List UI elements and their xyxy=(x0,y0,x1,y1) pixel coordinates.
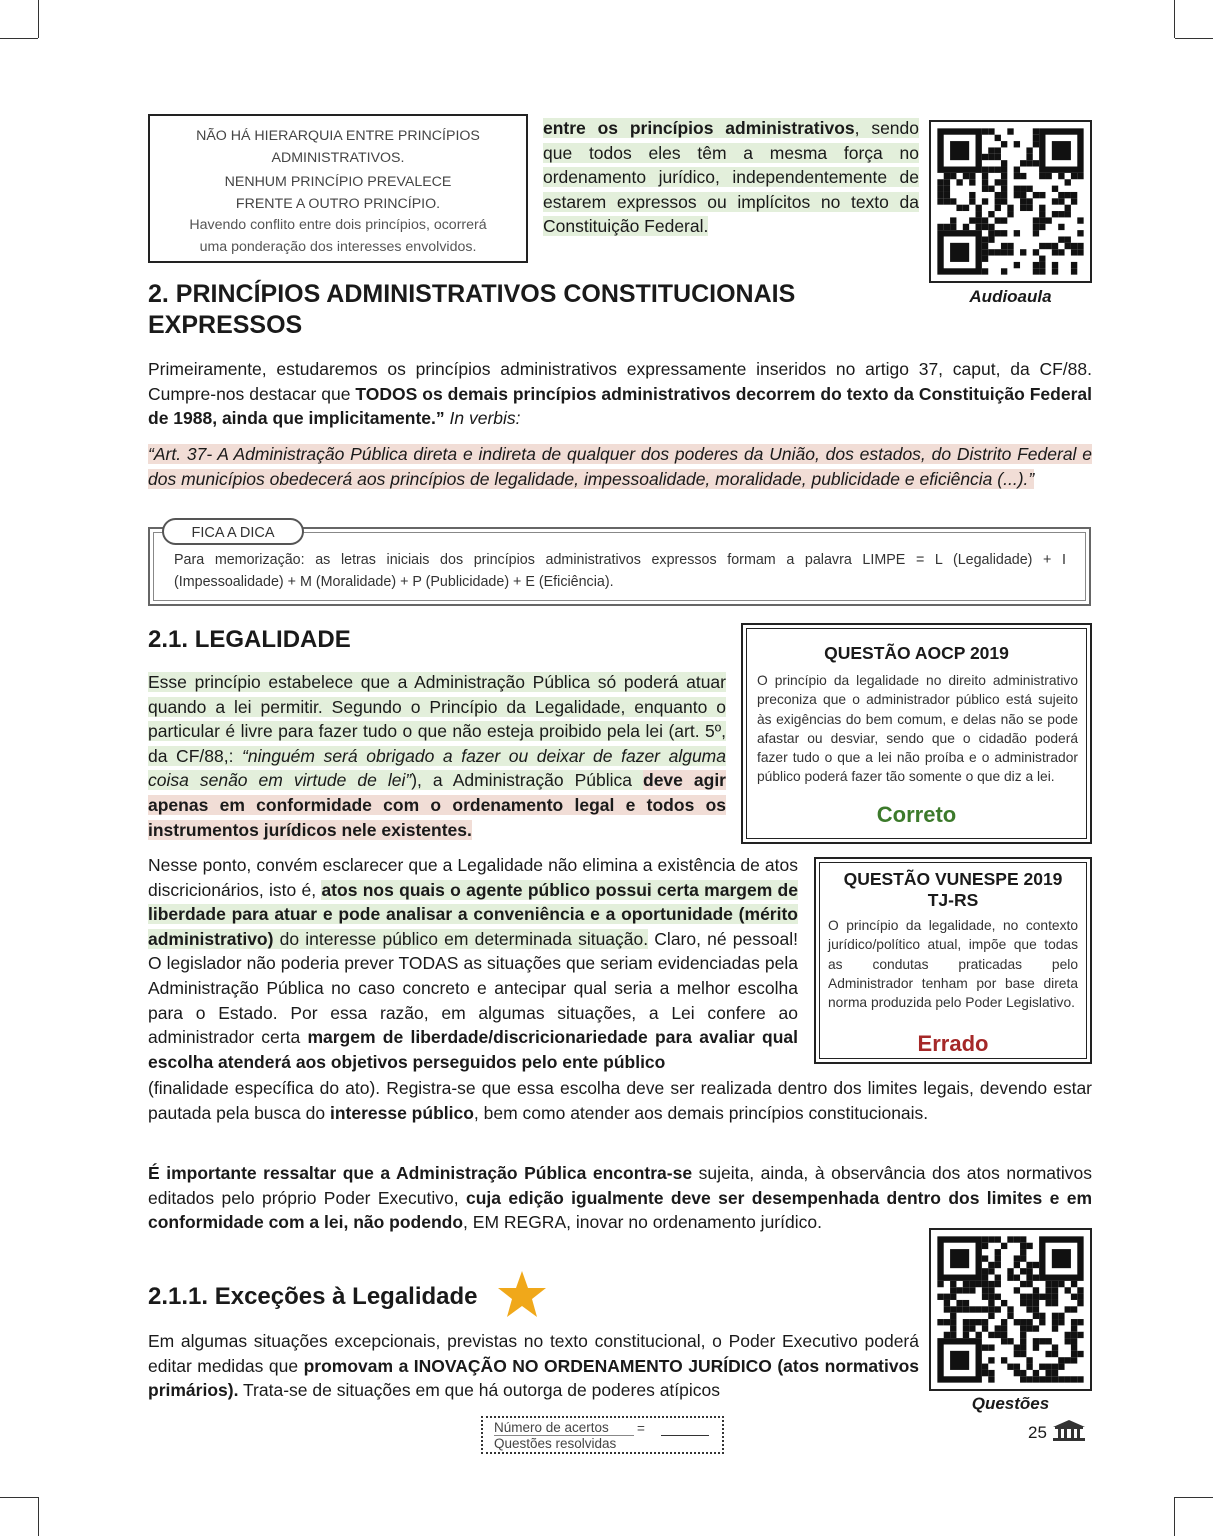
qr-questions-caption: Questões xyxy=(971,1394,1050,1413)
executive-bold-1: É importante ressaltar que a Administração Pública encontra-se xyxy=(148,1163,693,1183)
legality-bold: deve agir apenas em conformidade com o ordenamento legal e todos os instrumentos jurídicos nele existentes. xyxy=(148,770,726,840)
legality-text: Esse princípio estabelece que a Administração Pública só poderá atuar quando a lei permitir. Segundo o Princípio da Legalidade, enquanto o particular é livre para fazer tudo o que não esteja proibido pela lei (art. 5º, da CF/88,: xyxy=(148,672,726,766)
top-paragraph-text: , sendo que todos eles têm a mesma força no ordenamento jurídico, independentemente de estarem expressos ou implícitos no texto da Constituição Federal. xyxy=(543,118,919,237)
qr-code-icon xyxy=(931,122,1090,281)
page-number: 25 xyxy=(1028,1423,1047,1442)
exceptions-text-a: Em algumas situações excepcionais, previstas no texto constitucional, o Poder Executivo poderá editar medidas que xyxy=(148,1331,919,1376)
note-line-3: Havendo conflito entre dois princípios, ocorrerá uma ponderação dos interesses envolvidos. xyxy=(189,217,487,255)
intro-text: Primeiramente, estudaremos os princípios administrativos expressamente inseridos no artigo 37, caput, da CF/88. Cumpre-nos destacar que xyxy=(148,359,1092,404)
discretion-text-d: (finalidade específica do ato). Registra-se que essa escolha deve ser realizada dentro dos limites legais, devendo estar pautada pela busca do xyxy=(148,1078,1092,1123)
crop-mark xyxy=(1174,0,1175,38)
crop-mark xyxy=(1175,38,1213,39)
score-box xyxy=(481,1416,724,1454)
executive-text-a: sujeita, ainda, à observância dos atos normativos editados pelo próprio Poder Executivo, xyxy=(148,1163,1092,1208)
discretion-paragraph-cont xyxy=(148,1076,1092,1125)
art37-quote-text: “Art. 37- A Administração Pública direta e indireta de qualquer dos poderes da União, dos estados, do Distrito Federal e dos municípios obedecerá aos princípios de legalidade, impessoalidade, moralidade, publicidade e eficiência (...).” xyxy=(148,444,1092,489)
temple-icon xyxy=(1052,1419,1086,1443)
legality-quote: “ninguém será obrigado a fazer ou deixar de fazer alguma coisa senão em virtude de lei” xyxy=(148,745,726,791)
crop-mark xyxy=(1174,1497,1175,1536)
qr-code-icon xyxy=(931,1230,1090,1389)
crop-mark xyxy=(1175,1497,1213,1498)
qr-questions-frame[interactable] xyxy=(929,1228,1092,1391)
intro-paragraph xyxy=(148,357,1092,431)
exceptions-text-b: Trata-se de situações em que há outorga de poderes atípicos xyxy=(238,1380,721,1401)
discretion-text-c: Claro, né pessoal! O legislador não poderia prever TODAS as situações que seriam evidenciadas pela Administração Pública no caso concreto e antecipar qual seria a melhor escolha para o Estado. Por essa razão, em algumas situações, a Lei confere ao administrador certa xyxy=(148,928,798,1048)
crop-mark xyxy=(0,38,38,39)
top-paragraph-bold: entre os princípios administrativos xyxy=(543,118,855,138)
star-icon xyxy=(496,1270,548,1320)
discretion-text-b: do interesse público em determinada situação. xyxy=(273,928,649,949)
legality-paragraph xyxy=(148,670,726,842)
section-2-1-1-title: 2.1.1. Exceções à Legalidade xyxy=(148,1283,478,1310)
top-paragraph xyxy=(543,116,919,239)
crop-mark xyxy=(0,1497,38,1498)
crop-mark xyxy=(38,1497,39,1536)
crop-mark xyxy=(38,0,39,38)
executive-acts-paragraph xyxy=(148,1161,1092,1235)
discretion-text-e: , bem como atender aos demais princípios constitucionais. xyxy=(473,1102,929,1123)
discretion-text-a: Nesse ponto, convém esclarecer que a Legalidade não elimina a existência de atos discricionários, isto é, xyxy=(148,855,798,900)
discretion-bold-3: interesse público xyxy=(329,1102,474,1123)
tip-label: FICA A DICA xyxy=(162,518,304,545)
answer-label-wrong: Errado xyxy=(917,1031,989,1056)
question-title: QUESTÃO AOCP 2019 xyxy=(824,643,1009,663)
art37-quote xyxy=(148,442,1092,491)
score-solved-label: Questões resolvidas xyxy=(494,1436,617,1451)
executive-bold-2: cuja edição igualmente deve ser desempenhada dentro dos limites e em conformidade com a lei, não podendo xyxy=(148,1187,1092,1233)
legality-text-2: ), a Administração Pública xyxy=(411,770,643,791)
qr-audio-caption: Audioaula xyxy=(969,287,1052,306)
intro-italic: In verbis: xyxy=(444,408,521,429)
question-text: O princípio da legalidade no direito administrativo preconiza que o administrador público está sujeito às exigências do bem comum, e delas não se pode afastar ou desviar, sendo que o cidadão poderá fazer tudo o que a lei não proíba e o administrador público poderá fazer tão somente o que diz a lei. xyxy=(757,673,1078,785)
discretion-bold-1: atos nos quais o agente público possui certa margem de liberdade para atuar e pode analisar a conveniência e a oportunidade (mérito administrativo) xyxy=(148,879,798,949)
discretion-bold-2: margem de liberdade/discricionariedade para avaliar qual escolha atenderá aos objetivos perseguidos pelo ente público xyxy=(148,1027,798,1072)
note-line-1: NÃO HÁ HIERARQUIA ENTRE PRINCÍPIOS ADMINISTRATIVOS. xyxy=(196,128,480,166)
answer-label-correct: Correto xyxy=(876,802,957,827)
question-text: O princípio da legalidade, no contexto jurídico/político atual, impõe que todas as condutas praticadas pelo Administrador tenham por base direta norma produzida pelo Poder Legislativo. xyxy=(828,918,1078,1011)
discretion-paragraph xyxy=(148,853,798,1074)
exceptions-paragraph xyxy=(148,1329,919,1403)
note-line-2: NENHUM PRINCÍPIO PREVALECE FRENTE A OUTRO PRINCÍPIO. xyxy=(224,174,452,212)
executive-text-b: , EM REGRA, inovar no ordenamento jurídico. xyxy=(463,1212,822,1233)
section-2-title: 2. PRINCÍPIOS ADMINISTRATIVOS CONSTITUCIONAIS EXPRESSOS xyxy=(148,280,796,339)
question-box-vunesp xyxy=(814,857,1092,1064)
score-correct-label: Número de acertos xyxy=(494,1420,609,1435)
tip-text: Para memorização: as letras iniciais dos princípios administrativos expressos formam a palavra LIMPE = L (Legalidade) + I (Impessoalidade) + M (Moralidade) + P (Publicidade) + E (Eficiência). xyxy=(174,552,1066,590)
note-box xyxy=(148,114,528,263)
intro-bold: TODOS os demais princípios administrativos decorrem do texto da Constituição Federal de 1988, ainda que implicitamente.” xyxy=(148,383,1092,429)
score-equals: = xyxy=(637,1421,645,1436)
qr-audio-frame[interactable] xyxy=(929,120,1092,283)
exceptions-bold: promovam a INOVAÇÃO NO ORDENAMENTO JURÍDICO (atos normativos primários). xyxy=(148,1355,919,1401)
section-2-1-title: 2.1. LEGALIDADE xyxy=(148,626,351,653)
question-box-aocp xyxy=(741,623,1092,844)
question-title: QUESTÃO VUNESPE 2019 TJ-RS xyxy=(843,869,1063,910)
